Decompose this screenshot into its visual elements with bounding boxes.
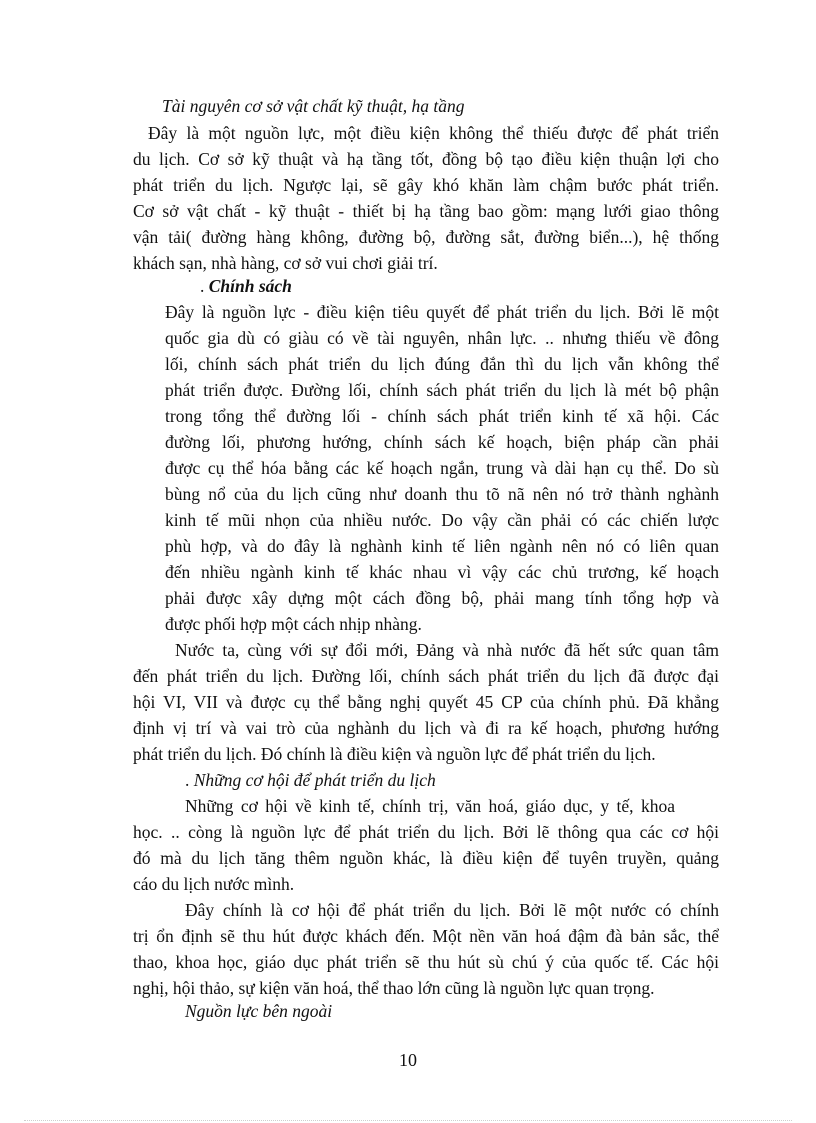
text-line: vận tải( đường hàng không, đường bộ, đường sắt, đường biển...), hệ thống: [133, 227, 719, 247]
text-line: đường lối, phương hướng, chính sách kế hoạch, biện pháp cần phải: [165, 432, 719, 452]
text-line: du lịch. Cơ sở kỹ thuật và hạ tầng tốt, đồng bộ tạo điều kiện thuận lợi cho: [133, 149, 719, 169]
text-line: phát triển được. Đường lối, chính sách phát triển du lịch là mét bộ phận: [165, 380, 719, 400]
text-line: lối, chính sách phát triển du lịch đúng đắn thì du lịch vẫn không thể: [165, 354, 719, 374]
heading-prefix: .: [185, 770, 194, 790]
text-line: Đây chính là cơ hội để phát triển du lịch. Bởi lẽ một nước có chính: [185, 900, 719, 920]
text-line: quốc gia dù có giàu có về tài nguyên, nhân lực. .. nhưng thiếu về đông: [165, 328, 719, 348]
text-line: Nước ta, cùng với sự đổi mới, Đảng và nhà nước đã hết sức quan tâm: [175, 640, 719, 660]
text-line: học. .. còng là nguồn lực để phát triển du lịch. Bởi lẽ thông qua các cơ hội: [133, 822, 719, 842]
text-line: đến phát triển du lịch. Đường lối, chính sách phát triển du lịch đã được đại: [133, 666, 719, 686]
page-number: 10: [399, 1050, 417, 1070]
text-line: Cơ sở vật chất - kỹ thuật - thiết bị hạ tầng bao gồm: mạng lưới giao thông: [133, 201, 719, 221]
text-line: Những cơ hội về kinh tế, chính trị, văn hoá, giáo dục, y tế, khoa: [185, 796, 675, 816]
text-line: phải được xây dựng một cách đồng bộ, phải mang tính tổng hợp và: [165, 588, 719, 608]
text-line: khách sạn, nhà hàng, cơ sở vui chơi giải trí.: [133, 253, 438, 273]
text-line: Đây là nguồn lực - điều kiện tiêu quyết để phát triển du lịch. Bởi lẽ một: [165, 302, 719, 322]
text-line: trị ổn định sẽ thu hút được khách đến. Một nền văn hoá đậm đà bản sắc, thể: [133, 926, 719, 946]
text-line: cáo du lịch nước mình.: [133, 874, 295, 894]
heading-prefix: .: [200, 276, 209, 296]
text-line: kinh tế mũi nhọn của nhiều nước. Do vậy cần phải có các chiến lược: [165, 510, 719, 530]
text-line: được cụ thể hóa bằng các kế hoạch ngắn, trung và dài hạn cụ thể. Do sù: [165, 458, 719, 478]
text-line: Đây là một nguồn lực, một điều kiện không thể thiếu được để phát triển: [148, 123, 719, 143]
page-footer-divider: [24, 1120, 792, 1121]
text-line: phát triển du lịch. Ngược lại, sẽ gây khó khăn làm chậm bước phát triển.: [133, 175, 719, 195]
heading-text: Những cơ hội để phát triển du lịch: [193, 770, 436, 790]
text-line: phát triển du lịch. Đó chính là điều kiện và nguồn lực để phát triển du lịch.: [133, 744, 656, 764]
text-line: thao, khoa học, giáo dục phát triển sẽ thu hút sù chú ý của quốc tế. Các hội: [133, 952, 719, 972]
section-heading-opportunities: [185, 767, 436, 793]
text-line: trong tổng thể đường lối - chính sách phát triển kinh tế xã hội. Các: [165, 406, 719, 426]
section-heading-infrastructure: Tài nguyên cơ sở vật chất kỹ thuật, hạ tầng: [162, 96, 465, 116]
text-line: được phối hợp một cách nhịp nhàng.: [165, 614, 422, 634]
text-line: hội VI, VII và được cụ thể bằng nghị quyết 45 CP của chính phủ. Đã khẳng: [133, 692, 719, 712]
text-line: đến nhiều ngành kinh tế khác nhau vì vậy các chủ trương, kế hoạch: [165, 562, 719, 582]
text-line: đó mà du lịch tăng thêm nguồn khác, là điều kiện để tuyên truyền, quảng: [133, 848, 719, 868]
section-heading-policy: [200, 273, 292, 299]
heading-text: Chính sách: [208, 276, 292, 296]
text-line: bùng nổ của du lịch cũng như doanh thu tõ nã nên nó trở thành nghành: [165, 484, 719, 504]
text-line: nghị, hội thảo, sự kiện văn hoá, thể thao lớn cũng là nguồn lực quan trọng.: [133, 978, 655, 998]
text-line: phù hợp, và do đây là nghành kinh tế liên ngành nên nó có liên quan: [165, 536, 719, 556]
section-heading-external: Nguồn lực bên ngoài: [185, 1001, 333, 1021]
text-line: định vị trí và vai trò của nghành du lịch và đi ra kế hoạch, phương hướng: [133, 718, 719, 738]
